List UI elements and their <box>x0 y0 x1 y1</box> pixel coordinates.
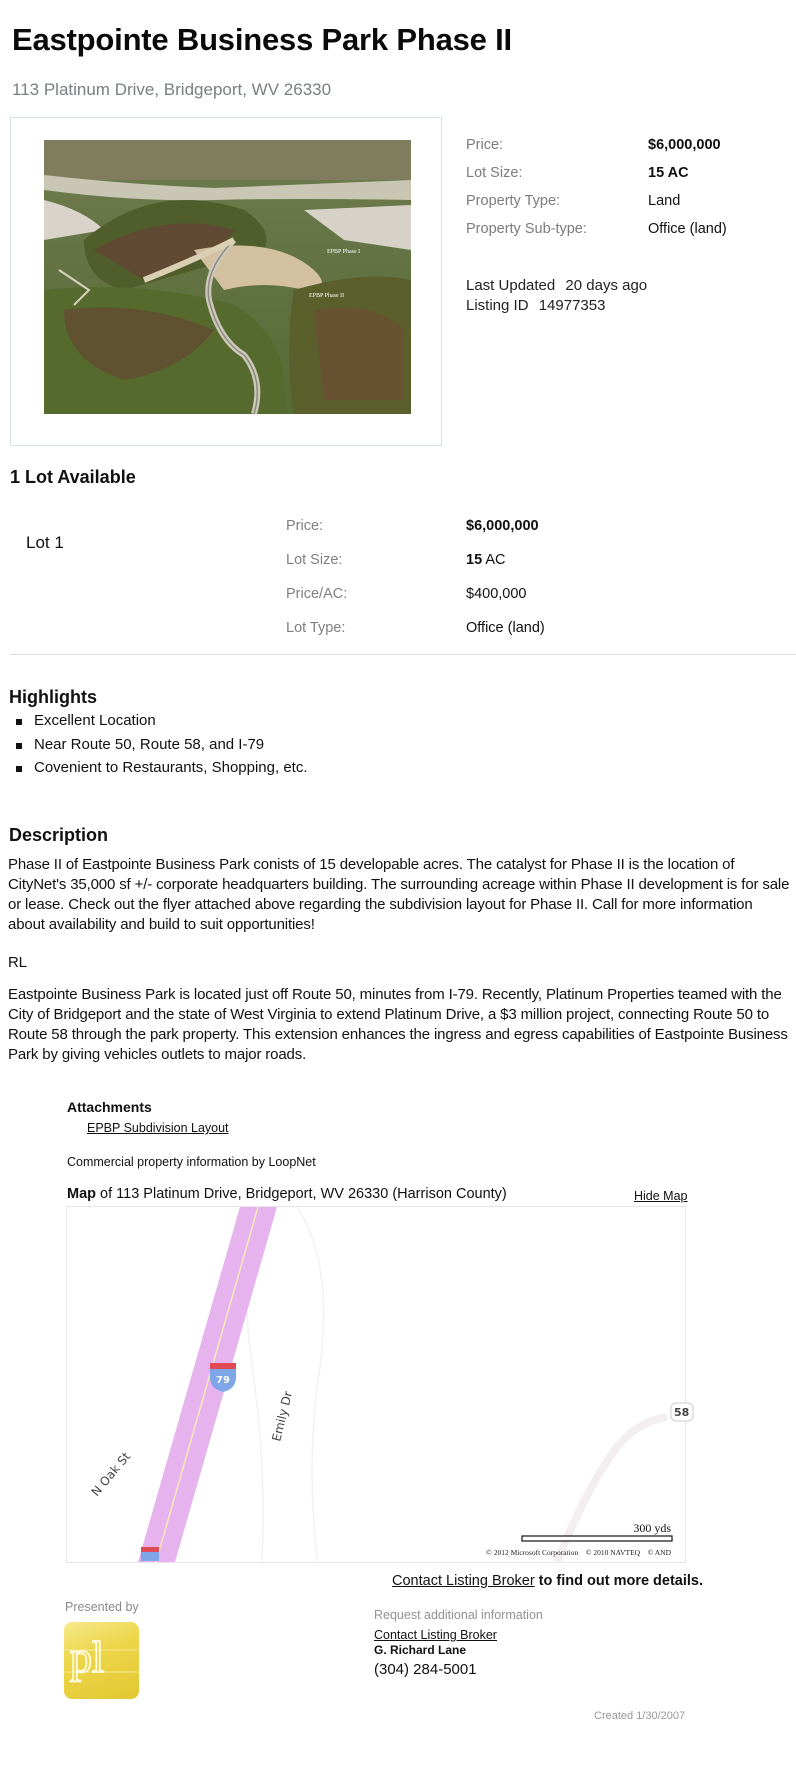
section-divider <box>10 654 796 655</box>
lots-heading: 1 Lot Available <box>10 467 136 487</box>
lot-label: Lot Size: <box>286 552 343 568</box>
contact-broker-link[interactable]: Contact Listing Broker <box>392 1573 535 1589</box>
shield-number: 79 <box>216 1375 230 1386</box>
description-paragraph: Phase II of Eastpointe Business Park conists of 15 developable acres. The catalyst for Phase II is the location of CityNet's 35,000 sf +/- corporate headquarters building. The surrounding acreage within Phase II development is for sale or lease. Check out the flyer attached above regarding the subdivision layout for Phase II. Call for more information about availability and build to suit opportunities! <box>8 856 790 933</box>
interstate-79-shield-icon <box>141 1547 159 1561</box>
interstate-median <box>156 1207 258 1562</box>
map-minor-road <box>297 1207 324 1562</box>
photo-label-phase-1: EPBP Phase I <box>327 249 361 255</box>
lot-value: $6,000,000 <box>466 518 539 534</box>
lot-name: Lot 1 <box>26 533 64 552</box>
listing-meta <box>466 276 647 316</box>
route-58-shield-icon <box>671 1403 693 1421</box>
photo-label-phase-2: EPBP Phase II <box>309 293 345 299</box>
map-title-text: of 113 Platinum Drive, Bridgeport, WV 26330 (Harrison County) <box>96 1186 507 1202</box>
lot-label: Price/AC: <box>286 586 348 602</box>
listing-id-value: 14977353 <box>538 297 606 314</box>
company-logo[interactable] <box>64 1622 139 1699</box>
highlights-heading: Highlights <box>9 687 97 707</box>
fact-value: 15 AC <box>648 165 689 181</box>
lot-row-price-per-acre <box>286 586 766 620</box>
cta-text: to find out more details. <box>534 1573 704 1589</box>
highlight-item <box>10 712 308 736</box>
fact-value: $6,000,000 <box>648 137 721 153</box>
attachment-link[interactable]: EPBP Subdivision Layout <box>87 1121 229 1135</box>
map-title <box>67 1186 507 1202</box>
page-title: Eastpointe Business Park Phase II <box>12 22 512 57</box>
highlight-text: Near Route 50, Route 58, and I-79 <box>34 735 265 753</box>
shield-number: 58 <box>674 1406 690 1419</box>
lot-value: Office (land) <box>466 620 545 636</box>
map-scale-label: 300 yds <box>633 1521 671 1535</box>
square-bullet-icon <box>16 766 22 772</box>
highlight-item <box>10 736 308 760</box>
listing-id <box>466 296 647 316</box>
broker-phone[interactable]: (304) 284-5001 <box>374 1661 477 1678</box>
highlight-text: Covenient to Restaurants, Shopping, etc. <box>34 759 308 776</box>
highlight-item <box>10 759 308 783</box>
fact-label: Lot Size: <box>466 165 523 181</box>
listing-id-label: Listing ID <box>466 297 529 314</box>
fact-value: Office (land) <box>648 221 727 237</box>
contact-broker-link[interactable]: Contact Listing Broker <box>374 1628 497 1642</box>
map-scale-bar <box>522 1536 672 1541</box>
map-title-bold: Map <box>67 1186 96 1202</box>
fact-row-lot-size <box>466 165 786 193</box>
lot-value <box>466 552 506 568</box>
map-copyright: © 2012 Microsoft Corporation © 2010 NAVTEQ © AND <box>486 1548 671 1557</box>
property-address: 113 Platinum Drive, Bridgeport, WV 26330 <box>12 80 332 99</box>
last-updated <box>466 276 647 296</box>
created-date: Created 1/30/2007 <box>594 1710 686 1722</box>
contact-cta <box>392 1573 703 1589</box>
presented-by-label: Presented by <box>65 1600 139 1614</box>
broker-name: G. Richard Lane <box>374 1643 467 1657</box>
square-bullet-icon <box>16 743 22 749</box>
key-facts <box>466 137 786 249</box>
last-updated-value: 20 days ago <box>565 277 648 294</box>
fact-row-price <box>466 137 786 165</box>
lot-details <box>286 518 766 654</box>
logo-monogram: pl <box>70 1633 105 1682</box>
request-info-label: Request additional information <box>374 1608 543 1622</box>
property-aerial-photo[interactable] <box>44 140 411 414</box>
lot-label: Price: <box>286 518 324 534</box>
fact-row-property-type <box>466 193 786 221</box>
hide-map-link[interactable]: Hide Map <box>634 1189 688 1203</box>
description-paragraph: Eastpointe Business Park is located just off Route 50, minutes from I-79. Recently, Platinum Properties teamed with the City of Bridgeport and the state of West Virginia to extend Platinum Drive, a $3 million project, connecting Route 50 to Route 58 through the park property. This extension enhances the ingress and egress capabilities of Eastpointe Business Park by giving vehicles outlets to major roads. <box>8 986 788 1063</box>
last-updated-label: Last Updated <box>466 277 556 294</box>
street-label-n-oak-st: N Oak St <box>88 1449 134 1499</box>
lot-size-number: 15 <box>466 552 483 568</box>
fact-value: Land <box>648 193 681 209</box>
fact-label: Property Sub-type: <box>466 221 587 237</box>
lot-size-unit: AC <box>482 552 506 568</box>
lot-label: Lot Type: <box>286 620 346 636</box>
lot-row-price <box>286 518 766 552</box>
location-map[interactable] <box>66 1206 690 1563</box>
description-heading: Description <box>9 825 109 845</box>
lot-row-lot-size <box>286 552 766 586</box>
description-signature: RL <box>8 954 27 971</box>
lot-row-lot-type <box>286 620 766 654</box>
property-photo-frame <box>10 117 442 446</box>
fact-label: Price: <box>466 137 504 153</box>
highlight-text: Excellent Location <box>34 712 156 729</box>
fact-label: Property Type: <box>466 193 561 209</box>
lot-value: $400,000 <box>466 586 527 602</box>
highlights-list <box>10 712 308 783</box>
street-label-emily-dr: Emily Dr <box>269 1389 296 1443</box>
source-note: Commercial property information by LoopNet <box>67 1155 316 1169</box>
fact-row-property-subtype <box>466 221 786 249</box>
attachments-heading: Attachments <box>67 1099 152 1115</box>
square-bullet-icon <box>16 719 22 725</box>
